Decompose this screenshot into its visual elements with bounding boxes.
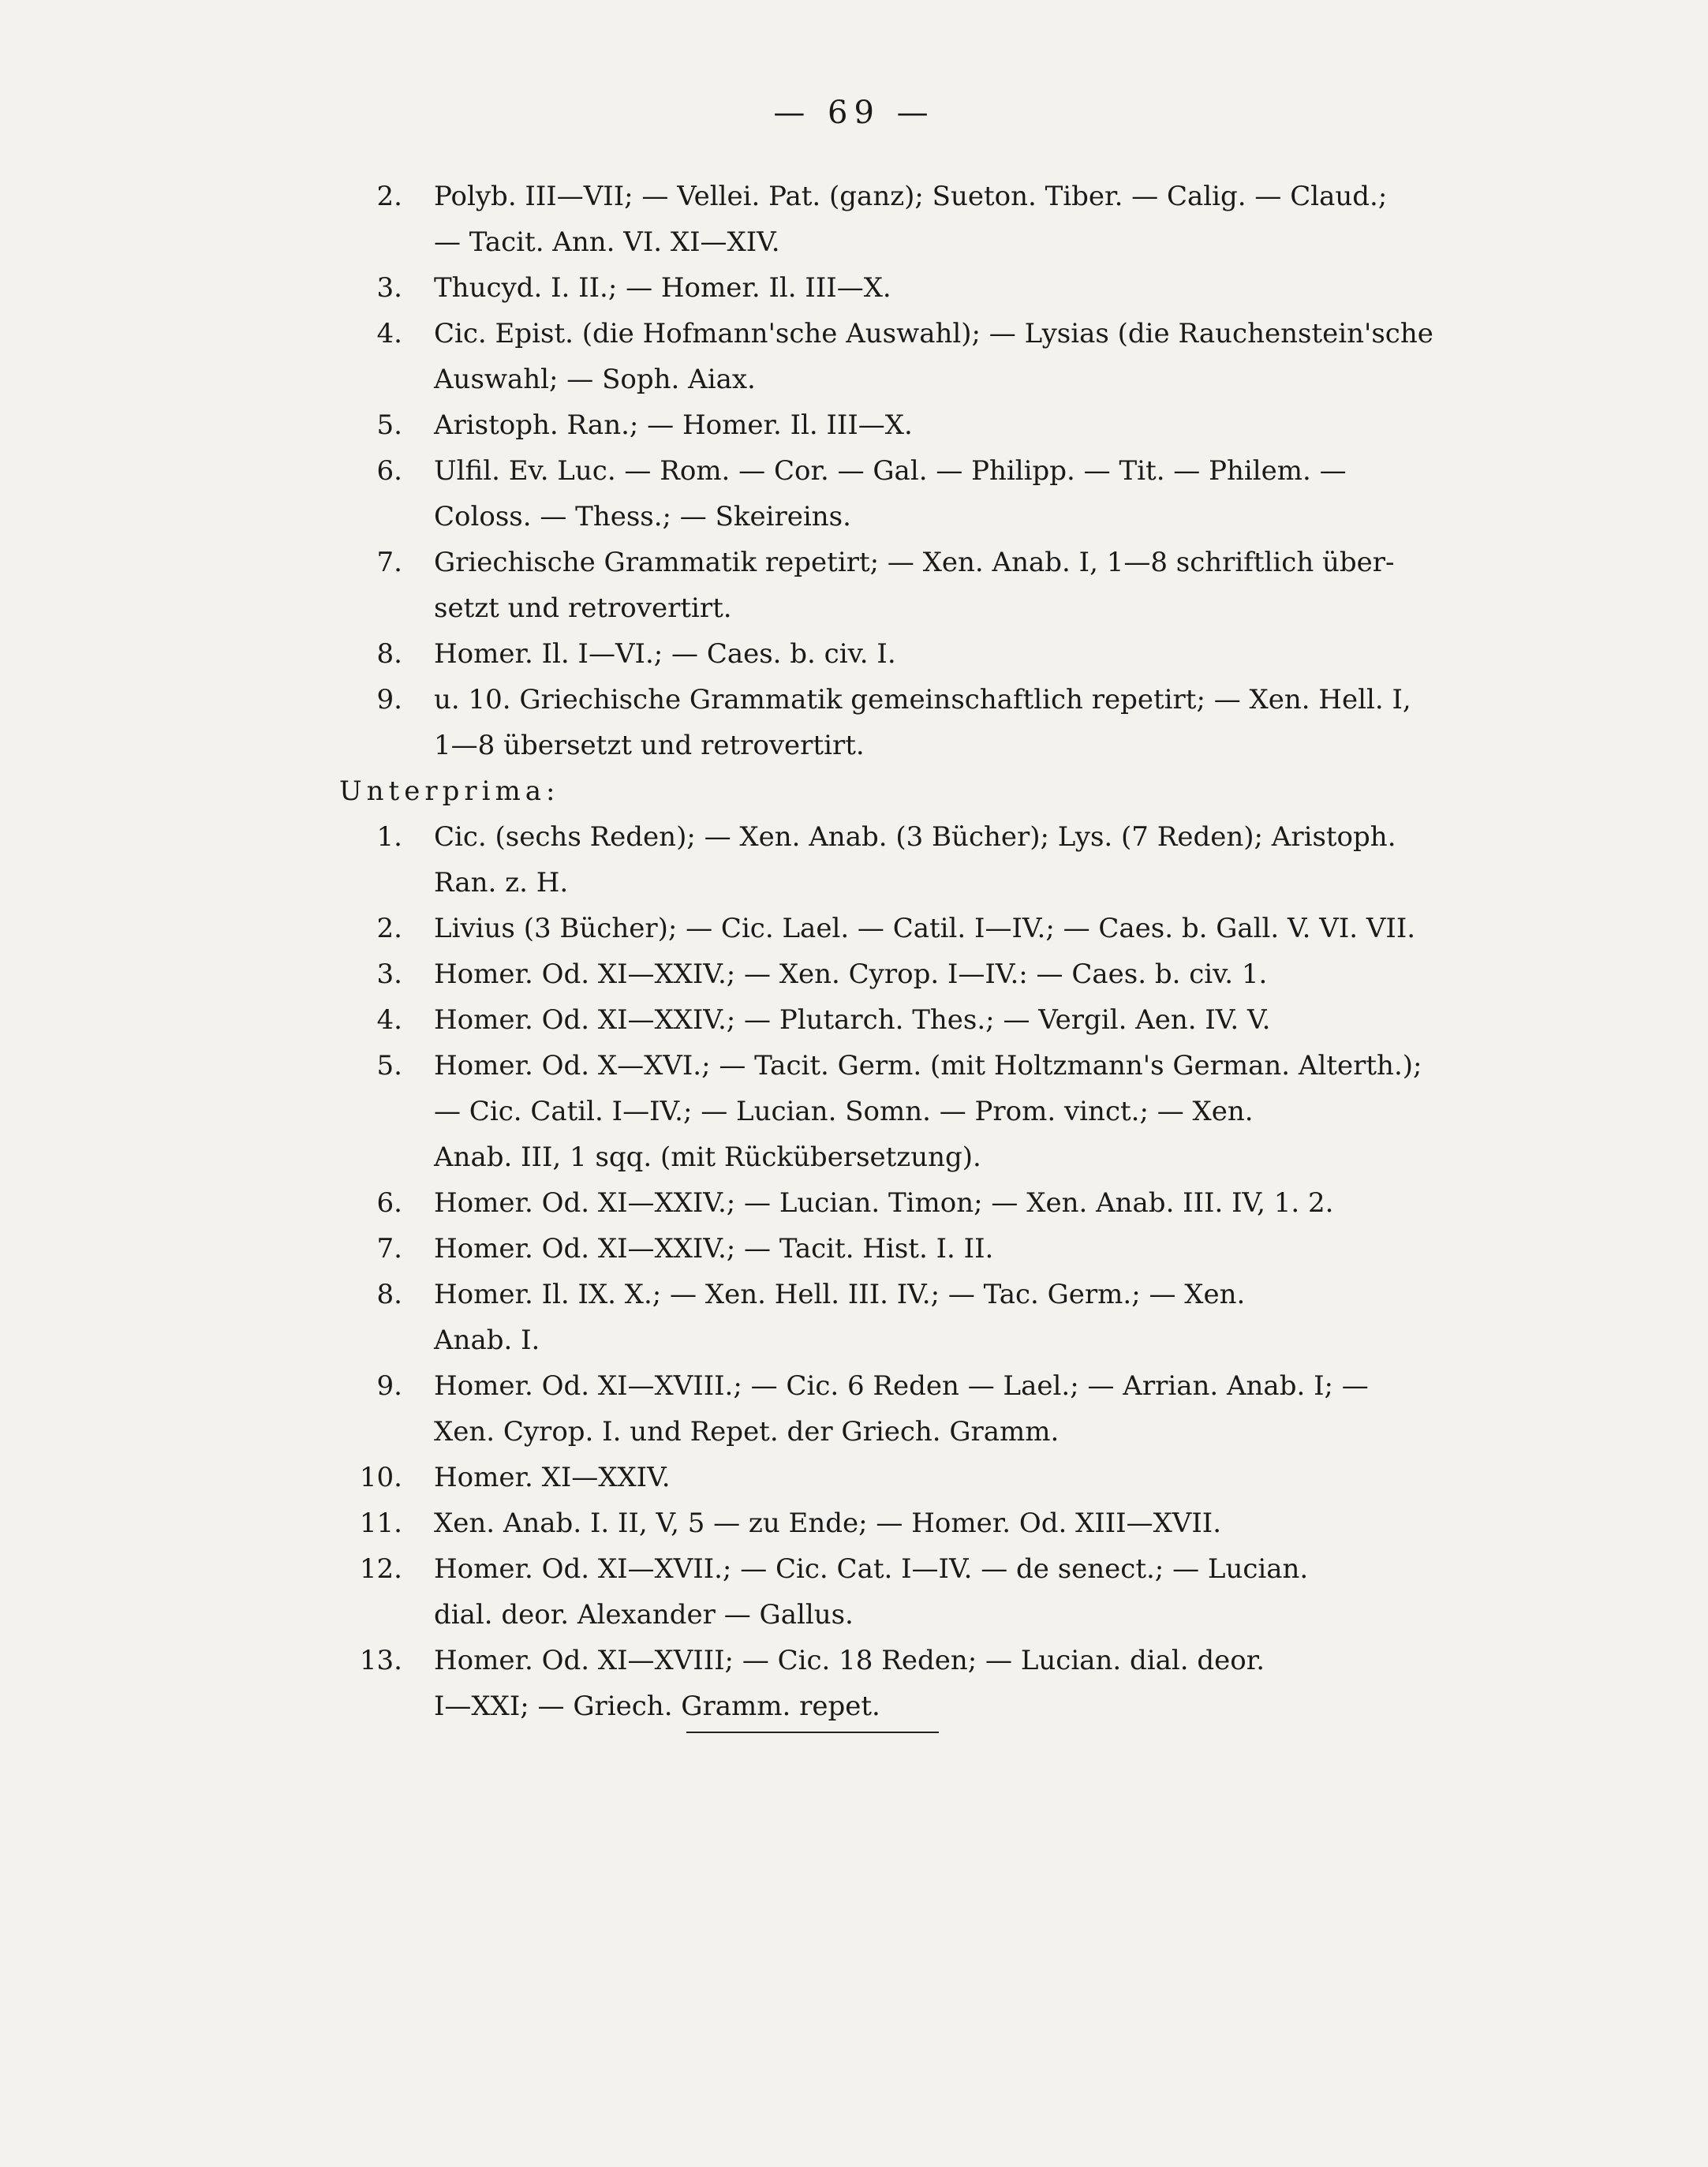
list-item: [347, 311, 1467, 402]
item-text: [434, 1500, 1467, 1546]
item-number: 3.: [376, 272, 402, 304]
text-line: Coloss. — Thess.; — Skeireins.: [434, 501, 851, 532]
item-number: 1.: [376, 821, 402, 853]
text-line: Auswahl; — Soph. Aiax.: [434, 364, 756, 395]
list-item: [347, 448, 1467, 540]
item-number: 5.: [376, 1050, 402, 1082]
text-line: Xen. Anab. I. II, V, 5 — zu Ende; — Homer. Od. XIII—XVII.: [434, 1508, 1222, 1539]
item-text: [434, 951, 1467, 997]
item-number: 4.: [376, 1004, 402, 1036]
text-line: Homer. Od. XI—XXIV.; — Lucian. Timon; — Xen. Anab. III. IV, 1. 2.: [434, 1187, 1334, 1219]
text-line: Anab. I.: [434, 1324, 540, 1356]
text-line: Ran. z. H.: [434, 867, 569, 899]
text-line: Thucyd. I. II.; — Homer. Il. III—X.: [434, 272, 891, 304]
item-number: 6.: [376, 1187, 402, 1219]
page-content: [339, 174, 1467, 1729]
item-text: [434, 174, 1467, 265]
text-line: — Cic. Catil. I—IV.; — Lucian. Somn. — Prom. vinct.; — Xen.: [434, 1096, 1254, 1127]
list-item: [347, 814, 1467, 906]
item-text: [434, 1180, 1467, 1226]
text-line: Homer. Il. I—VI.; — Caes. b. civ. I.: [434, 638, 896, 670]
item-text: [434, 1272, 1467, 1363]
text-line: Homer. Od. XI—XXIV.; — Tacit. Hist. I. II.: [434, 1233, 994, 1265]
entry-list-top: [347, 174, 1467, 768]
item-number: 4.: [376, 318, 402, 349]
item-number: 10.: [359, 1462, 402, 1493]
item-text: [434, 814, 1467, 906]
list-item: [347, 1180, 1467, 1226]
text-line: Polyb. III—VII; — Vellei. Pat. (ganz); Sueton. Tiber. — Calig. — Claud.;: [434, 181, 1388, 212]
list-item: [347, 631, 1467, 677]
item-number: 11.: [359, 1508, 402, 1539]
text-line: Ulfil. Ev. Luc. — Rom. — Cor. — Gal. — Philipp. — Tit. — Philem. —: [434, 455, 1347, 487]
text-line: dial. deor. Alexander — Gallus.: [434, 1599, 854, 1631]
list-item: [347, 1226, 1467, 1272]
item-text: [434, 1363, 1467, 1455]
list-item: [347, 265, 1467, 311]
entry-list-unterprima: [347, 814, 1467, 1729]
list-item: [347, 174, 1467, 265]
item-text: [434, 1455, 1467, 1500]
text-line: Griechische Grammatik repetirt; — Xen. Anab. I, 1—8 schriftlich über-: [434, 547, 1395, 578]
list-item: [347, 677, 1467, 768]
text-line: Cic. Epist. (die Hofmann'sche Auswahl); — Lysias (die Rauchenstein'sche: [434, 318, 1433, 349]
list-item: [347, 1272, 1467, 1363]
text-line: Xen. Cyrop. I. und Repet. der Griech. Gramm.: [434, 1416, 1060, 1448]
text-line: Homer. Od. XI—XVIII.; — Cic. 6 Reden — Lael.; — Arrian. Anab. I; —: [434, 1370, 1369, 1402]
item-text: [434, 540, 1467, 631]
list-item: [347, 997, 1467, 1043]
text-line: 1—8 übersetzt und retrovertirt.: [434, 730, 865, 761]
item-number: 5.: [376, 409, 402, 441]
text-line: Homer. Il. IX. X.; — Xen. Hell. III. IV.; — Tac. Germ.; — Xen.: [434, 1279, 1246, 1310]
item-text: [434, 631, 1467, 677]
item-number: 7.: [376, 1233, 402, 1265]
closing-rule: [686, 1732, 939, 1733]
item-number: 2.: [376, 181, 402, 212]
item-text: [434, 1638, 1467, 1729]
text-line: setzt und retrovertirt.: [434, 592, 732, 624]
item-number: 6.: [376, 455, 402, 487]
text-line: Homer. Od. X—XVI.; — Tacit. Germ. (mit Holtzmann's German. Alterth.);: [434, 1050, 1422, 1082]
list-item: [347, 540, 1467, 631]
list-item: [347, 1043, 1467, 1180]
item-number: 8.: [376, 1279, 402, 1310]
item-text: [434, 906, 1467, 951]
item-text: [434, 311, 1467, 402]
item-text: [434, 448, 1467, 540]
list-item: [347, 1455, 1467, 1500]
text-line: Homer. Od. XI—XVII.; — Cic. Cat. I—IV. — de senect.; — Lucian.: [434, 1553, 1309, 1585]
item-number: 9.: [376, 1370, 402, 1402]
item-number: 8.: [376, 638, 402, 670]
page-number: — 69 —: [773, 95, 935, 131]
list-item: [347, 1363, 1467, 1455]
text-line: Homer. Od. XI—XXIV.; — Xen. Cyrop. I—IV.: — Caes. b. civ. 1.: [434, 958, 1268, 990]
list-item: [347, 906, 1467, 951]
list-item: [347, 951, 1467, 997]
text-line: Anab. III, 1 sqq. (mit Rückübersetzung).: [434, 1141, 981, 1173]
item-text: [434, 265, 1467, 311]
list-item: [347, 1546, 1467, 1638]
text-line: Livius (3 Bücher); — Cic. Lael. — Catil. I—IV.; — Caes. b. Gall. V. VI. VII.: [434, 913, 1416, 944]
item-text: [434, 677, 1467, 768]
text-line: — Tacit. Ann. VI. XI—XIV.: [434, 226, 780, 258]
text-line: Homer. Od. XI—XVIII; — Cic. 18 Reden; — Lucian. dial. deor.: [434, 1645, 1265, 1676]
item-number: 3.: [376, 958, 402, 990]
item-number: 12.: [359, 1553, 402, 1585]
list-item: [347, 1500, 1467, 1546]
item-text: [434, 1546, 1467, 1638]
text-line: Homer. XI—XXIV.: [434, 1462, 671, 1493]
item-text: [434, 1043, 1467, 1180]
item-text: [434, 402, 1467, 448]
text-line: u. 10. Griechische Grammatik gemeinschaftlich repetirt; — Xen. Hell. I,: [434, 684, 1411, 715]
text-line: Aristoph. Ran.; — Homer. Il. III—X.: [434, 409, 913, 441]
item-number: 7.: [376, 547, 402, 578]
item-number: 9.: [376, 684, 402, 715]
item-text: [434, 997, 1467, 1043]
text-line: Homer. Od. XI—XXIV.; — Plutarch. Thes.; — Vergil. Aen. IV. V.: [434, 1004, 1271, 1036]
text-line: I—XXI; — Griech. Gramm. repet.: [434, 1691, 880, 1722]
item-number: 13.: [359, 1645, 402, 1676]
item-number: 2.: [376, 913, 402, 944]
item-text: [434, 1226, 1467, 1272]
section-heading-unterprima: Unterprima:: [339, 775, 560, 807]
text-line: Cic. (sechs Reden); — Xen. Anab. (3 Bücher); Lys. (7 Reden); Aristoph.: [434, 821, 1396, 853]
list-item: [347, 1638, 1467, 1729]
list-item: [347, 402, 1467, 448]
